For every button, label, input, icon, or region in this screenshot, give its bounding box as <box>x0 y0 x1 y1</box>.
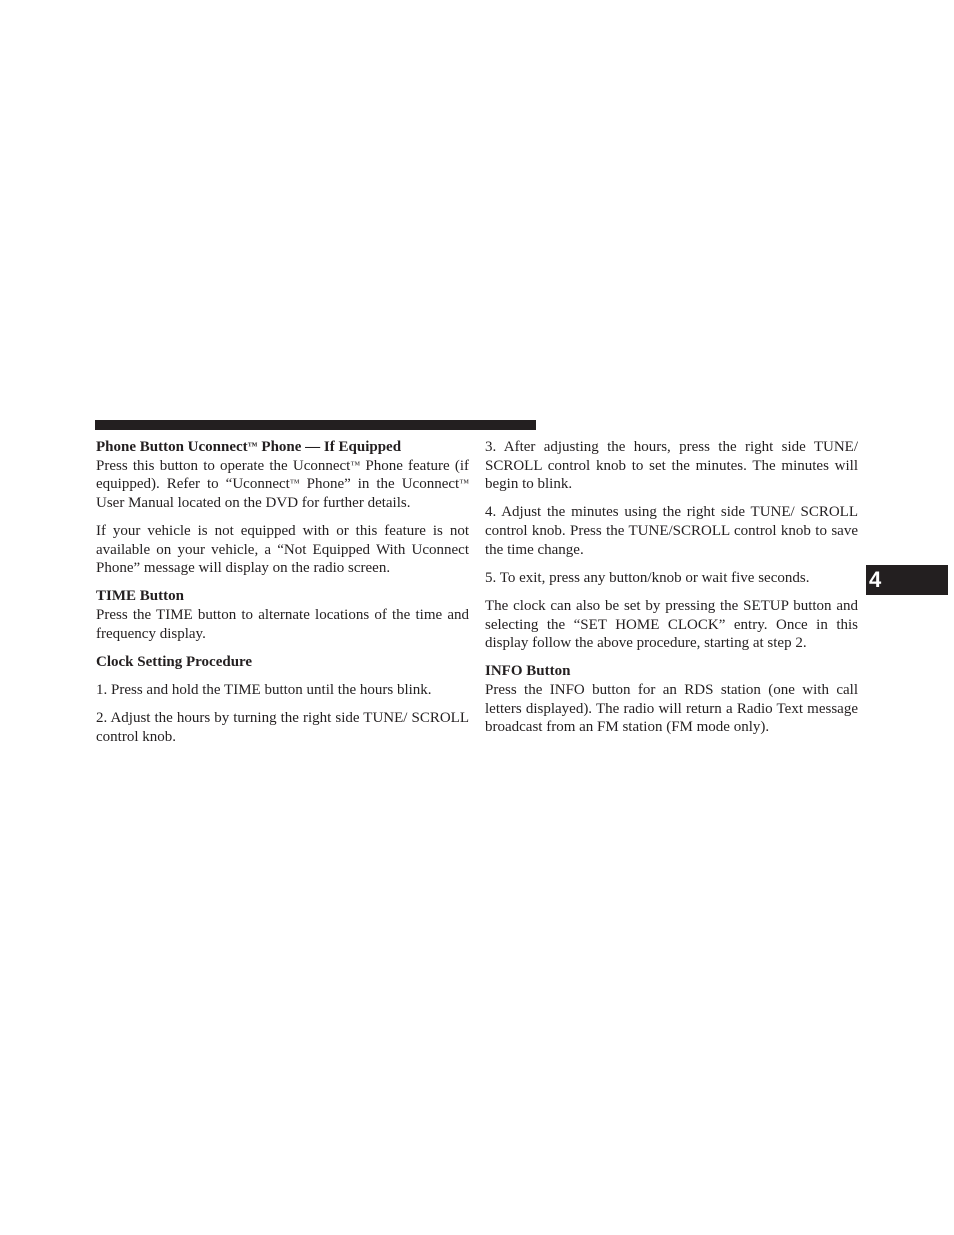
clock-step-1: 1. Press and hold the TIME button until the hours blink. <box>96 681 432 698</box>
time-button-heading: TIME Button <box>96 588 184 605</box>
trademark-symbol: ™ <box>459 478 469 490</box>
trademark-symbol: ™ <box>247 441 258 452</box>
trademark-symbol: ™ <box>289 478 300 490</box>
phone-paragraph-2: If your vehicle is not equipped with or this feature is not available on your vehicle, a “Not Equipped With Uconnect Phone” message will display on the radio screen. <box>96 522 469 577</box>
clock-step-5: 5. To exit, press any button/knob or wait five seconds. <box>485 569 810 586</box>
phone-paragraph-1: Press this button to operate the Uconnect™ Phone feature (if equipped). Refer to “Uconnect™ Phone” in the Uconnect™ User Manual located on the DVD for further details. <box>96 457 469 511</box>
clock-step-2: 2. Adjust the hours by turning the right side TUNE/ SCROLL control knob. <box>96 710 469 745</box>
clock-step-3: 3. After adjusting the hours, press the right side TUNE/ SCROLL control knob to set the minutes. The minutes will begin to blink. <box>485 439 858 493</box>
trademark-symbol: ™ <box>350 459 361 471</box>
info-button-heading: INFO Button <box>485 663 571 680</box>
time-button-paragraph: Press the TIME button to alternate locations of the time and frequency display. <box>96 606 469 642</box>
phone-button-heading: Phone Button Uconnect™ Phone — If Equipped <box>96 439 402 455</box>
clock-step-4: 4. Adjust the minutes using the right side TUNE/ SCROLL control knob. Press the TUNE/SCROLL control knob to save the time change. <box>485 504 858 558</box>
clock-setting-heading: Clock Setting Procedure <box>96 653 253 670</box>
chapter-tab <box>866 565 948 595</box>
section-rule <box>95 420 536 430</box>
left-column <box>96 438 469 756</box>
info-button-paragraph: Press the INFO button for an RDS station (one with call letters displayed). The radio will return a Radio Text message broadcast from an FM station (FM mode only). <box>485 681 858 736</box>
clock-alternate-paragraph: The clock can also be set by pressing the SETUP button and selecting the “SET HOME CLOCK” entry. Once in this display follow the above procedure, starting at step 2. <box>485 597 858 652</box>
chapter-number: 4 <box>869 567 882 592</box>
right-column <box>485 438 858 746</box>
